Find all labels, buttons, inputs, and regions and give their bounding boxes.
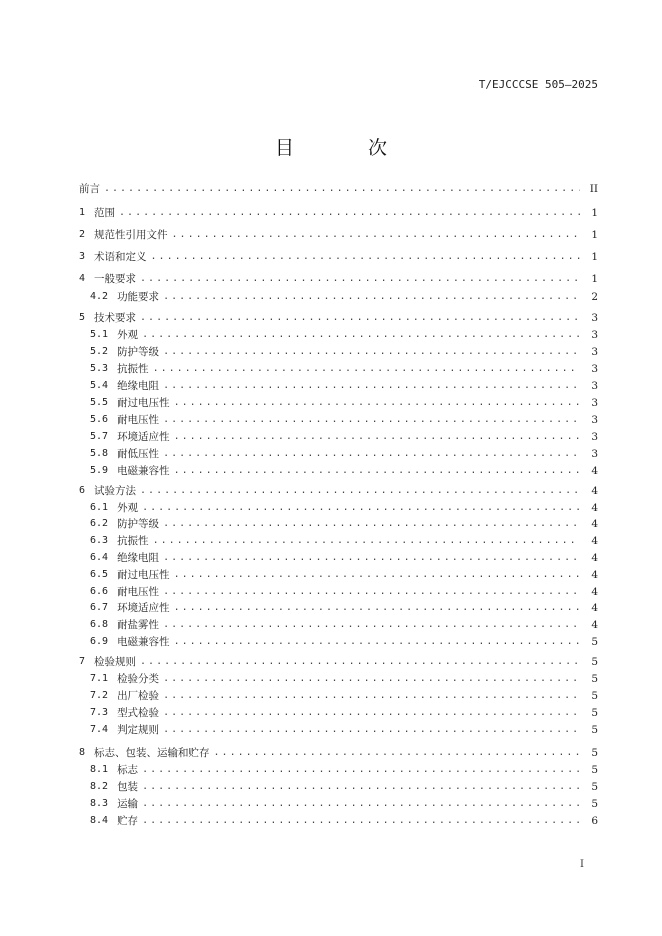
toc-entry[interactable]	[0, 567, 662, 583]
toc-entry-page: 3	[591, 329, 598, 341]
toc-entry-page: 5	[591, 636, 598, 648]
toc-entry-label: 绝缘电阻	[117, 552, 160, 564]
toc-leader-dots	[153, 533, 580, 549]
toc-entry-number: 5	[79, 312, 86, 323]
toc-entry-page: 3	[591, 414, 598, 426]
toc-entry-page: II	[589, 183, 598, 195]
toc-entry-label: 标志、包装、运输和贮存	[94, 747, 210, 759]
toc-leader-dots	[163, 289, 580, 305]
toc-entry-page: 3	[591, 431, 598, 443]
toc-entry[interactable]	[0, 654, 662, 670]
toc-entry-label: 耐电压性	[117, 586, 160, 598]
toc-entry[interactable]	[0, 550, 662, 566]
toc-entry[interactable]	[0, 181, 662, 197]
toc-leader-dots	[163, 705, 580, 721]
toc-entry-label: 耐电压性	[117, 414, 160, 426]
toc-leader-dots	[172, 227, 580, 243]
toc-entry-label: 标志	[117, 764, 139, 776]
toc-entry[interactable]	[0, 745, 662, 761]
toc-entry-page: 5	[591, 707, 598, 719]
toc-entry-number: 5.7	[90, 431, 109, 442]
toc-entry-page: 5	[591, 656, 598, 668]
toc-entry[interactable]	[0, 516, 662, 532]
toc-entry-number: 6.7	[90, 602, 109, 613]
toc-entry-label: 外观	[117, 502, 139, 514]
toc-entry-label: 检验规则	[94, 656, 137, 668]
toc-entry-page: 3	[591, 363, 598, 375]
toc-entry-label: 抗振性	[117, 535, 149, 547]
toc-leader-dots	[142, 327, 580, 343]
toc-entry-page: 5	[591, 764, 598, 776]
toc-entry-number: 6.2	[90, 518, 109, 529]
toc-entry-label: 贮存	[117, 815, 139, 827]
toc-entry[interactable]	[0, 205, 662, 221]
toc-entry-page: 3	[591, 380, 598, 392]
toc-entry[interactable]	[0, 705, 662, 721]
toc-leader-dots	[174, 567, 580, 583]
toc-entry-label: 包装	[117, 781, 139, 793]
toc-leader-dots	[174, 634, 580, 650]
toc-entry-page: 4	[591, 502, 598, 514]
toc-leader-dots	[140, 271, 580, 287]
toc-entry[interactable]	[0, 227, 662, 243]
toc-entry-page: 5	[591, 673, 598, 685]
toc-leader-dots	[163, 344, 580, 360]
toc-entry[interactable]	[0, 412, 662, 428]
toc-entry-page: 6	[591, 815, 598, 827]
page-title: 目 次	[274, 137, 422, 159]
toc-entry-number: 4.2	[90, 291, 109, 302]
toc-entry[interactable]	[0, 796, 662, 812]
toc-entry[interactable]	[0, 617, 662, 633]
toc-entry-number: 4	[79, 273, 86, 284]
toc-entry-number: 5.1	[90, 329, 109, 340]
toc-entry-label: 耐过电压性	[117, 397, 170, 409]
toc-entry-number: 8	[79, 747, 86, 758]
toc-entry-label: 范围	[94, 207, 116, 219]
toc-entry-label: 判定规则	[117, 724, 160, 736]
toc-leader-dots	[142, 779, 580, 795]
toc-entry-number: 5.6	[90, 414, 109, 425]
toc-entry-label: 耐盐雾性	[117, 619, 160, 631]
toc-entry-number: 6.8	[90, 619, 109, 630]
toc-entry-label: 耐过电压性	[117, 569, 170, 581]
toc-entry-page: 4	[591, 552, 598, 564]
toc-entry-label: 电磁兼容性	[117, 636, 170, 648]
toc-entry[interactable]	[0, 634, 662, 650]
toc-entry[interactable]	[0, 600, 662, 616]
toc-entry-page: 3	[591, 397, 598, 409]
toc-entry[interactable]	[0, 429, 662, 445]
toc-entry[interactable]	[0, 327, 662, 343]
toc-entry-number: 6.1	[90, 502, 109, 513]
toc-leader-dots	[163, 446, 580, 462]
toc-entry-label: 一般要求	[94, 273, 137, 285]
toc-entry-number: 6.6	[90, 586, 109, 597]
toc-entry-page: 4	[591, 485, 598, 497]
toc-entry-label: 术语和定义	[94, 251, 147, 263]
toc-leader-dots	[142, 813, 580, 829]
toc-entry[interactable]	[0, 344, 662, 360]
toc-entry-page: 1	[591, 229, 598, 241]
toc-entry-label: 外观	[117, 329, 139, 341]
toc-entry[interactable]	[0, 361, 662, 377]
toc-entry-label: 检验分类	[117, 673, 160, 685]
toc-entry-number: 5.2	[90, 346, 109, 357]
toc-entry-page: 2	[591, 291, 598, 303]
toc-entry-label: 技术要求	[94, 312, 137, 324]
document-number: T/EJCCCSE 505—2025	[478, 78, 598, 91]
toc-entry-label: 绝缘电阻	[117, 380, 160, 392]
toc-entry[interactable]	[0, 762, 662, 778]
toc-entry-number: 7.4	[90, 724, 109, 735]
toc-entry[interactable]	[0, 271, 662, 287]
toc-entry-number: 7.2	[90, 690, 109, 701]
toc-entry-number: 6.5	[90, 569, 109, 580]
toc-entry-number: 8.3	[90, 798, 109, 809]
toc-leader-dots	[142, 500, 580, 516]
toc-entry[interactable]	[0, 395, 662, 411]
toc-entry-number: 6.3	[90, 535, 109, 546]
toc-entry-label: 防护等级	[117, 518, 160, 530]
toc-entry-number: 5.9	[90, 465, 109, 476]
toc-leader-dots	[119, 205, 580, 221]
toc-entry-page: 4	[591, 465, 598, 477]
toc-entry-number: 5.5	[90, 397, 109, 408]
toc-leader-dots	[174, 463, 580, 479]
toc-entry-number: 8.1	[90, 764, 109, 775]
toc-entry-page: 5	[591, 781, 598, 793]
toc-entry-page: 5	[591, 747, 598, 759]
toc-entry-label: 防护等级	[117, 346, 160, 358]
toc-entry-page: 4	[591, 569, 598, 581]
toc-entry-number: 6	[79, 485, 86, 496]
toc-leader-dots	[174, 429, 580, 445]
toc-entry[interactable]	[0, 249, 662, 265]
toc-entry-page: 4	[591, 518, 598, 530]
toc-leader-dots	[151, 249, 580, 265]
toc-leader-dots	[163, 617, 580, 633]
toc-entry-page: 5	[591, 690, 598, 702]
toc-entry-label: 耐低压性	[117, 448, 160, 460]
toc-leader-dots	[163, 378, 580, 394]
toc-leader-dots	[142, 762, 580, 778]
toc-leader-dots	[142, 796, 580, 812]
toc-leader-dots	[214, 745, 580, 761]
toc-entry[interactable]	[0, 722, 662, 738]
toc-leader-dots	[163, 688, 580, 704]
toc-entry-number: 5.8	[90, 448, 109, 459]
toc-entry-page: 4	[591, 535, 598, 547]
toc-entry-page: 4	[591, 619, 598, 631]
toc-leader-dots	[174, 600, 580, 616]
toc-entry-page: 4	[591, 586, 598, 598]
toc-entry[interactable]	[0, 584, 662, 600]
toc-entry-page: 3	[591, 448, 598, 460]
toc-leader-dots	[163, 671, 580, 687]
toc-entry-number: 8.4	[90, 815, 109, 826]
toc-entry-page: 1	[591, 251, 598, 263]
toc-entry-page: 4	[591, 602, 598, 614]
toc-leader-dots	[140, 310, 580, 326]
toc-entry-label: 出厂检验	[117, 690, 160, 702]
toc-leader-dots	[174, 395, 580, 411]
toc-entry-page: 5	[591, 724, 598, 736]
toc-entry[interactable]	[0, 463, 662, 479]
toc-leader-dots	[163, 412, 580, 428]
toc-entry-page: 3	[591, 346, 598, 358]
toc-entry-label: 前言	[79, 183, 100, 195]
toc-entry-number: 3	[79, 251, 86, 262]
toc-entry-page: 5	[591, 798, 598, 810]
toc-entry-number: 6.4	[90, 552, 109, 563]
toc-entry-number: 5.3	[90, 363, 109, 374]
toc-entry-label: 环境适应性	[117, 431, 170, 443]
toc-entry-label: 型式检验	[117, 707, 160, 719]
toc-entry-label: 环境适应性	[117, 602, 170, 614]
toc-leader-dots	[163, 516, 580, 532]
toc-entry-number: 8.2	[90, 781, 109, 792]
toc-leader-dots	[153, 361, 580, 377]
toc-entry[interactable]	[0, 688, 662, 704]
toc-entry-page: 1	[591, 207, 598, 219]
toc-entry-number: 2	[79, 229, 86, 240]
toc-entry-label: 试验方法	[94, 485, 137, 497]
toc-entry-label: 电磁兼容性	[117, 465, 170, 477]
toc-entry[interactable]	[0, 378, 662, 394]
toc-entry[interactable]	[0, 483, 662, 499]
toc-entry-number: 7	[79, 656, 86, 667]
toc-entry-number: 5.4	[90, 380, 109, 391]
toc-leader-dots	[140, 654, 580, 670]
toc-leader-dots	[163, 584, 580, 600]
toc-entry-number: 6.9	[90, 636, 109, 647]
toc-entry[interactable]	[0, 310, 662, 326]
toc-entry-number: 7.3	[90, 707, 109, 718]
toc-entry[interactable]	[0, 779, 662, 795]
toc-entry-page: 1	[591, 273, 598, 285]
page-number: I	[580, 859, 584, 870]
toc-leader-dots	[140, 483, 580, 499]
toc-entry-label: 功能要求	[117, 291, 160, 303]
toc-entry[interactable]	[0, 813, 662, 829]
toc-entry[interactable]	[0, 671, 662, 687]
toc-entry[interactable]	[0, 446, 662, 462]
toc-leader-dots	[104, 181, 580, 197]
toc-entry-label: 运输	[117, 798, 139, 810]
toc-leader-dots	[163, 722, 580, 738]
toc-entry-number: 1	[79, 207, 86, 218]
toc-entry-label: 抗振性	[117, 363, 149, 375]
toc-leader-dots	[163, 550, 580, 566]
toc-entry[interactable]	[0, 533, 662, 549]
toc-entry-page: 3	[591, 312, 598, 324]
toc-entry-label: 规范性引用文件	[94, 229, 168, 241]
toc-entry[interactable]	[0, 289, 662, 305]
toc-entry-number: 7.1	[90, 673, 109, 684]
toc-entry[interactable]	[0, 500, 662, 516]
